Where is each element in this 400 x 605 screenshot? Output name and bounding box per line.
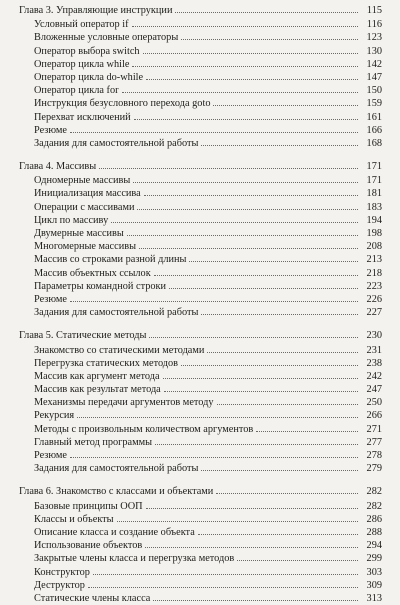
chapter-title: Глава 3. Управляющие инструкции <box>19 5 173 16</box>
dot-leader <box>164 391 358 392</box>
page-number: 208 <box>366 241 382 253</box>
section-title: Инструкция безусловного перехода goto <box>34 98 211 110</box>
toc-entry <box>19 253 382 266</box>
page-number: 218 <box>366 267 382 279</box>
dot-leader <box>201 314 358 315</box>
dot-leader <box>163 378 358 379</box>
dot-leader <box>146 79 358 80</box>
toc-entry <box>19 227 382 240</box>
dot-leader <box>201 470 358 471</box>
section-title: Использование объектов <box>34 540 143 552</box>
toc-entry <box>19 31 382 44</box>
dot-leader <box>117 521 358 522</box>
section-title: Многомерные массивы <box>34 241 136 253</box>
dot-leader <box>169 288 358 289</box>
toc-entry <box>19 357 382 370</box>
chapter-block <box>19 329 382 475</box>
page-number: 309 <box>366 579 382 591</box>
section-title: Классы и объекты <box>34 513 114 525</box>
section-title: Массив со строками разной длины <box>34 254 187 266</box>
page-number: 159 <box>366 98 382 110</box>
section-title: Двумерные массивы <box>34 228 124 239</box>
toc-entry <box>19 449 382 462</box>
toc-entry <box>19 526 382 539</box>
section-title: Знакомство со статическими методами <box>34 344 205 356</box>
toc-entry <box>19 45 382 58</box>
dot-leader <box>213 105 358 106</box>
dot-leader <box>216 493 358 494</box>
dot-leader <box>256 431 358 432</box>
section-title: Инициализация массива <box>34 188 141 200</box>
section-title: Оператор цикла while <box>34 58 130 70</box>
section-title: Массив объектных ссылок <box>34 267 151 279</box>
page-number: 115 <box>366 5 382 16</box>
section-title: Одномерные массивы <box>34 175 131 187</box>
section-title: Резюме <box>34 293 67 305</box>
page-number: 198 <box>366 228 382 239</box>
chapter-heading <box>19 160 382 173</box>
dot-leader <box>70 457 358 458</box>
section-title: Задания для самостоятельной работы <box>34 463 199 475</box>
section-title: Конструктор <box>34 566 90 578</box>
section-title: Описание класса и создание объекта <box>34 526 195 538</box>
page-number: 130 <box>366 45 382 57</box>
page-number: 286 <box>366 513 382 525</box>
toc-entry <box>19 214 382 227</box>
chapter-block <box>19 485 382 605</box>
toc-entry <box>19 513 382 526</box>
dot-leader <box>189 261 358 262</box>
section-title: Массив как аргумент метода <box>34 370 160 382</box>
section-title: Задания для самостоятельной работы <box>34 307 199 319</box>
page-number: 166 <box>366 124 382 136</box>
dot-leader <box>70 132 358 133</box>
toc-entry <box>19 539 382 552</box>
dot-leader <box>88 587 358 588</box>
toc-entry <box>19 293 382 306</box>
dot-leader <box>134 119 358 120</box>
section-title: Методы с произвольным количеством аргументов <box>34 423 254 435</box>
section-title: Закрытые члены класса и перегрузка методов <box>34 553 235 565</box>
page-number: 282 <box>366 500 382 512</box>
page-number: 247 <box>366 384 382 396</box>
dot-leader <box>99 168 358 169</box>
dot-leader <box>133 182 358 183</box>
toc-entry <box>19 344 382 357</box>
page-number: 150 <box>366 85 382 97</box>
page-number: 171 <box>366 161 382 173</box>
toc-entry <box>19 423 382 436</box>
dot-leader <box>237 560 358 561</box>
toc-entry <box>19 84 382 97</box>
toc-entry <box>19 267 382 280</box>
toc-entry <box>19 58 382 71</box>
dot-leader <box>111 222 358 223</box>
toc-entry <box>19 370 382 383</box>
dot-leader <box>145 547 358 548</box>
toc-entry <box>19 436 382 449</box>
toc-entry <box>19 462 382 475</box>
dot-leader <box>132 26 359 27</box>
page-number: 271 <box>366 423 382 435</box>
section-title: Статические члены класса <box>34 592 151 604</box>
page-number: 288 <box>366 526 382 538</box>
chapter-block <box>19 160 382 319</box>
toc-entry <box>19 124 382 137</box>
page-number: 223 <box>366 280 382 292</box>
dot-leader <box>122 92 358 93</box>
page-number: 299 <box>366 553 382 565</box>
chapter-heading <box>19 329 382 342</box>
dot-leader <box>139 248 358 249</box>
page-number: 242 <box>366 370 382 382</box>
dot-leader <box>77 417 358 418</box>
page-number: 147 <box>366 71 382 83</box>
page-number: 303 <box>366 566 382 578</box>
toc-entry <box>19 174 382 187</box>
dot-leader <box>155 444 358 445</box>
toc-entry <box>19 552 382 565</box>
section-title: Деструктор <box>34 579 85 591</box>
toc-entry <box>19 579 382 592</box>
toc-entry <box>19 97 382 110</box>
chapter-heading <box>19 485 382 498</box>
section-title: Условный оператор if <box>34 19 129 31</box>
page-number: 171 <box>366 175 382 187</box>
dot-leader <box>181 365 358 366</box>
section-title: Цикл по массиву <box>34 214 109 226</box>
section-title: Главный метод программы <box>34 436 153 448</box>
toc-entry <box>19 240 382 253</box>
page-number: 313 <box>366 592 382 604</box>
page-number: 227 <box>366 307 382 319</box>
page-number: 278 <box>366 450 382 461</box>
dot-leader <box>181 39 358 40</box>
dot-leader <box>132 66 358 67</box>
section-title: Рекурсия <box>34 410 75 422</box>
page-number: 231 <box>366 344 382 356</box>
dot-leader <box>207 352 358 353</box>
page-number: 194 <box>366 214 382 226</box>
section-title: Операции с массивами <box>34 201 135 213</box>
page-number: 168 <box>366 137 382 149</box>
page-number: 123 <box>366 32 382 44</box>
chapter-title: Глава 6. Знакомство с классами и объектами <box>19 486 214 498</box>
chapter-block <box>19 4 382 150</box>
dot-leader <box>154 275 358 276</box>
toc-entry <box>19 383 382 396</box>
toc-entry <box>19 280 382 293</box>
section-title: Задания для самостоятельной работы <box>34 137 199 149</box>
page-number: 230 <box>366 330 382 342</box>
section-title: Оператор цикла for <box>34 85 119 97</box>
page-number: 277 <box>366 436 382 448</box>
dot-leader <box>201 145 358 146</box>
toc-entry <box>19 409 382 422</box>
toc-entry <box>19 71 382 84</box>
chapter-heading <box>19 4 382 17</box>
dot-leader <box>93 574 358 575</box>
section-title: Механизмы передачи аргументов методу <box>34 397 214 409</box>
dot-leader <box>127 235 358 236</box>
dot-leader <box>217 404 358 405</box>
toc-entry <box>19 500 382 513</box>
section-title: Вложенные условные операторы <box>34 32 179 44</box>
page-number: 183 <box>366 201 382 213</box>
dot-leader <box>144 195 358 196</box>
page-number: 282 <box>366 486 382 498</box>
chapter-title: Глава 4. Массивы <box>19 161 97 173</box>
chapter-title: Глава 5. Статические методы <box>19 330 147 342</box>
toc-entry <box>19 201 382 214</box>
toc-entry <box>19 111 382 124</box>
dot-leader <box>146 508 358 509</box>
dot-leader <box>70 301 358 302</box>
dot-leader <box>149 337 358 338</box>
dot-leader <box>198 534 358 535</box>
toc-entry <box>19 187 382 200</box>
toc-entry <box>19 306 382 319</box>
page-number: 250 <box>366 397 382 409</box>
section-title: Массив как результат метода <box>34 384 161 396</box>
section-title: Оператор выбора switch <box>34 45 140 57</box>
section-title: Резюме <box>34 450 67 461</box>
toc-entry <box>19 566 382 579</box>
section-title: Перегрузка статических методов <box>34 357 179 369</box>
page-number: 279 <box>366 463 382 475</box>
page-number: 238 <box>366 357 382 369</box>
section-title: Перехват исключений <box>34 111 131 123</box>
toc-entry <box>19 18 382 31</box>
toc-entry <box>19 396 382 409</box>
toc-entry <box>19 592 382 605</box>
page-number: 294 <box>366 540 382 552</box>
dot-leader <box>153 600 358 601</box>
page-number: 226 <box>366 293 382 305</box>
dot-leader <box>137 209 358 210</box>
dot-leader <box>175 12 358 13</box>
page-number: 161 <box>366 111 382 123</box>
section-title: Резюме <box>34 124 67 136</box>
page-number: 142 <box>366 58 382 70</box>
dot-leader <box>143 53 358 54</box>
page-number: 213 <box>366 254 382 266</box>
page-number: 116 <box>366 19 382 31</box>
section-title: Базовые принципы ООП <box>34 500 143 512</box>
section-title: Оператор цикла do-while <box>34 71 144 83</box>
toc-entry <box>19 137 382 150</box>
page-number: 181 <box>366 188 382 200</box>
section-title: Параметры командной строки <box>34 280 167 292</box>
page-number: 266 <box>366 410 382 422</box>
